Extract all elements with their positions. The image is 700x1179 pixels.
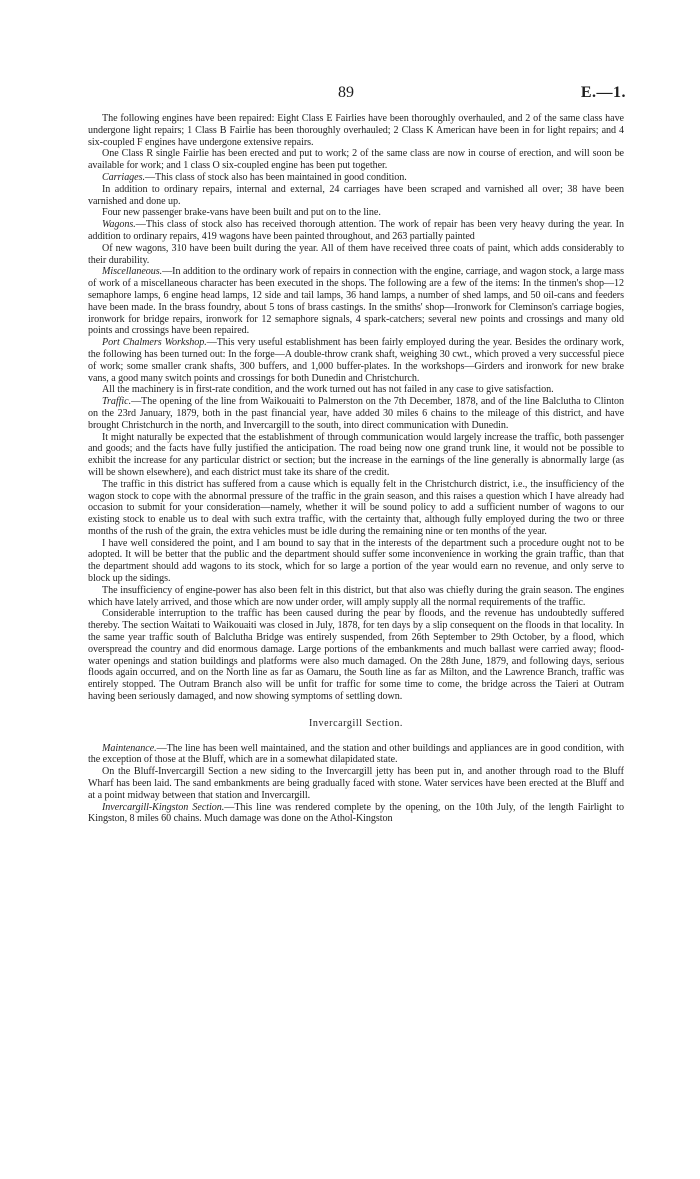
- paragraph: [88, 148, 624, 172]
- paragraph: [88, 384, 624, 396]
- paragraph: [88, 219, 624, 243]
- document-reference: E.—1.: [580, 84, 626, 101]
- paragraphs-before-section: [88, 113, 624, 703]
- paragraph: [88, 337, 624, 384]
- paragraph-text: It might naturally be expected that the establishment of through communication would largely increase the traffic, both passenger and goods; and the facts have fully justified the anticipation. The road being now one grand trunk line, it would not be possible to exhibit the increase for any particular district or section; but the increase in the earnings of the line generally is abnormally large (as will be shown elsewhere), and each district must take its share of the credit.: [88, 431, 624, 478]
- paragraph-text: —The line has been well maintained, and the station and other buildings and appliances are in good condition, with the exception of those at the Bluff, which are in a somewhat dilapidated state.: [88, 742, 624, 766]
- paragraph: [88, 396, 624, 431]
- paragraph-lead: Port Chalmers Workshop.: [102, 337, 207, 349]
- paragraph-text: One Class R single Fairlie has been erected and put to work; 2 of the same class are now in course of erection, and will soon be available for work; and 1 class O six-coupled engine has been put together.: [88, 148, 624, 172]
- paragraph-text: —This line was rendered complete by the opening, on the 10th July, of the length Fairlight to Kingston, 8 miles 60 chains. Much damage was done on the Athol-Kingston: [88, 801, 625, 825]
- paragraph-text: —This very useful establishment has been fairly employed during the year. Besides the ordinary work, the following has been turned out: In the forge—A double-throw crank shaft, weighing 30 cwt., which proved a very successful piece of work; some smaller crank shafts, 300 buffers, and 1,000 buffer-plates. In the workshops—Girders and ironwork for new brake vans, a good many switch points and crossings for both Dunedin and Christchurch.: [88, 337, 624, 384]
- paragraph-text: The traffic in this district has suffered from a cause which is equally felt in the Christchurch district, i.e., the insufficiency of the wagon stock to cope with the abnormal pressure of the traffic in the grain season, and this raises a question which I have already had occasion to submit for your consideration—namely, whether it will be sound policy to add a sufficient number of wagons to our existing stock to enable us to deal with such extra traffic, with the certainty that, although fully employed during the two or three months of the rush of the grain, the extra vehicles must be idle during the remaining nine or ten months of the year.: [88, 478, 624, 537]
- paragraph: [88, 113, 624, 148]
- paragraph: [88, 538, 624, 585]
- paragraph: [88, 243, 624, 267]
- paragraph-lead: Maintenance.: [102, 742, 157, 754]
- paragraphs-after-section: [88, 743, 624, 826]
- paragraph-text: Four new passenger brake-vans have been built and put on to the line.: [102, 207, 381, 219]
- paragraph-text: Of new wagons, 310 have been built during the year. All of them have received three coats of paint, which adds considerably to their durability.: [88, 242, 624, 266]
- paragraph: [88, 802, 624, 826]
- paragraph: [88, 608, 624, 702]
- paragraph: [88, 432, 624, 479]
- paragraph: [88, 172, 624, 184]
- paragraph-text: —This class of stock also has been maintained in good condition.: [144, 171, 407, 183]
- paragraph: [88, 266, 624, 337]
- paragraph: [88, 479, 624, 538]
- paragraph-lead: Wagons.: [102, 219, 136, 231]
- paragraph-text: The following engines have been repaired: Eight Class E Fairlies have been thoroughly overhauled, and 2 of the same class have undergone light repairs; 1 Class B Fairlie has been thoroughly overhauled; 2 Class K American have been in for light repairs; and 4 six-coupled F engines have undergone extensive repairs.: [88, 113, 624, 148]
- paragraph-text: I have well considered the point, and I am bound to say that in the interests of the department such a procedure ought not to be adopted. It will be better that the public and the department should suffer some inconvenience in working the grain traffic, than that the department should add wagons to its stock, which for so large a portion of the year would earn no revenue, and only serve to block up the sidings.: [88, 537, 624, 585]
- paragraph-text: —In addition to the ordinary work of repairs in connection with the engine, carriage, and wagon stock, a large mass of work of a miscellaneous character has been executed in the shops. The following are a few of the items: In the tinmen's shop—12 semaphore lamps, 6 engine head lamps, 12 side and tail lamps, 36 hand lamps, a number of shed lamps, and 50 oil-cans and feeders have been made. In the brass foundry, about 5 tons of brass castings. In the smiths' shop—Ironwork for Cleminson's carriage bogies, ironwork for bridge repairs, ironwork for 12 semaphore signals, 4 spark-catchers; several new points and crossings and many old points and crossings have been repaired.: [88, 266, 624, 337]
- section-heading: Invercargill Section.: [308, 717, 404, 729]
- page-body: [88, 113, 624, 825]
- paragraph-text: —The opening of the line from Waikouaiti to Palmerston on the 7th December, 1878, and of the line Balclutha to Clinton on the 23rd January, 1879, both in the past financial year, have added 30 miles 6 chains to the mileage of this district, and have brought Christchurch in the north, and Invercargill to the south, into direct communication with Dunedin.: [88, 396, 624, 431]
- paragraph: [88, 766, 624, 801]
- paragraph: [88, 743, 624, 767]
- paragraph: [88, 184, 624, 208]
- paragraph-lead: Traffic.: [102, 396, 132, 408]
- paragraph: [88, 585, 624, 609]
- paragraph-lead: Carriages.: [102, 171, 145, 183]
- paragraph-text: —This class of stock also has received thorough attention. The work of repair has been very heavy during the year. In addition to ordinary repairs, 419 wagons have been painted throughout, and 263 partially painted: [88, 219, 624, 242]
- paragraph-text: In addition to ordinary repairs, internal and external, 24 carriages have been scraped and varnished all over; 38 have been varnished and done up.: [88, 183, 624, 207]
- paragraph-text: Considerable interruption to the traffic has been caused during the pear by floods, and the revenue has undoubtedly suffered thereby. The section Waitati to Waikouaiti was closed in July, 1878, for ten days by a slip consequent on the floods in that locality. In the same year traffic south of Balclutha Bridge was entirely suspended, from 26th September to 29th October, by a flood, which overspread the country and did enormous damage. Large portions of the embankments and much ballast were carried away; flood-water openings and station buildings and platforms were also much damaged. On the 28th June, 1879, and following days, serious floods again occurred, and on the North line as far as Oamaru, the South line as far as Milton, and the Lawrence Branch, traffic was entirely stopped. The Outram Branch also will be unfit for traffic for some time to come, the bridge across the Taieri at Outram having been seriously damaged, and now showing symptoms of settling down.: [88, 608, 624, 703]
- paragraph-lead: Invercargill-Kingston Section.: [102, 801, 225, 813]
- page-number: 89: [338, 84, 354, 101]
- paragraph: [88, 207, 624, 219]
- paragraph-text: All the machinery is in first-rate condition, and the work turned out has not failed in any case to give satisfaction.: [102, 384, 554, 396]
- paragraph-text: On the Bluff-Invercargill Section a new siding to the Invercargill jetty has been put in, and another through road to the Bluff Wharf has been laid. The sand embankments are being gradually faced with stone. Water services have been erected at the Bluff and at a point midway between that station and Invercargill.: [88, 766, 624, 801]
- paragraph-lead: Miscellaneous.: [102, 266, 163, 278]
- paragraph-text: The insufficiency of engine-power has also been felt in this district, but that also was chiefly during the grain season. The engines which have lately arrived, and those which are now under order, will amply supply all the normal requirements of the traffic.: [88, 584, 624, 608]
